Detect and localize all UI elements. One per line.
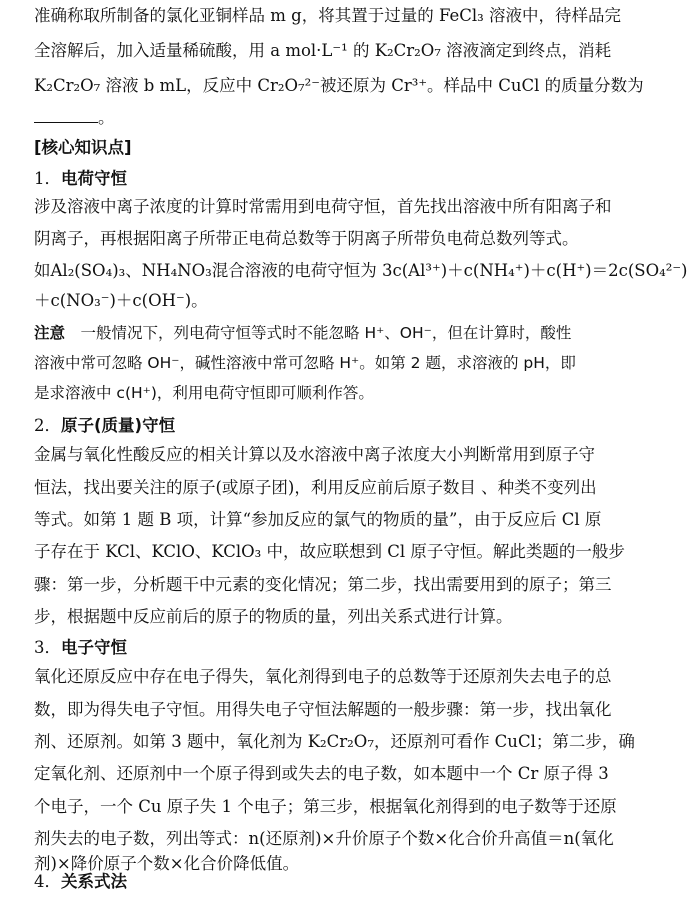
heading-2-number: 2． bbox=[34, 416, 61, 435]
note-line-2: 溶液中常可忽略 OH⁻，碱性溶液中常可忽略 H⁺。如第 2 题，求溶液的 pH，即 bbox=[34, 354, 576, 372]
heading-3-title: 电子守恒 bbox=[61, 638, 127, 657]
s3-line-6: 剂失去的电子数，列出等式：n(还原剂)×升价原子个数×化合价升高值＝n(氧化 bbox=[34, 829, 614, 848]
heading-2 bbox=[34, 412, 608, 440]
s3-line-1: 氧化还原反应中存在电子得失，氧化剂得到电子的总数等于还原剂失去电子的总 bbox=[34, 667, 612, 686]
s2-line-1: 金属与氧化性酸反应的相关计算以及水溶液中离子浓度大小判断常用到原子守 bbox=[34, 445, 595, 464]
s2-line-2: 恒法，找出要关注的原子(或原子团)，利用反应前后原子数目 、种类不变列出 bbox=[34, 478, 597, 497]
heading-4 bbox=[34, 868, 608, 896]
s1-line-2: 阴离子，再根据阳离子所带正电荷总数等于阴离子所带负电荷总数列等式。 bbox=[34, 229, 579, 248]
s2-line-3: 等式。如第 1 题 B 项，计算“参加反应的氯气的物质的量”，由于反应后 Cl 原 bbox=[34, 510, 602, 529]
s2-line-5: 骤：第一步，分析题干中元素的变化情况；第二步，找出需要用到的原子；第三 bbox=[34, 575, 612, 594]
section-title: [核心知识点] bbox=[34, 138, 132, 157]
note-line-1 bbox=[34, 319, 608, 347]
answer-blank bbox=[34, 104, 98, 123]
heading-3 bbox=[34, 634, 608, 662]
intro-line-1: 准确称取所制备的氯化亚铜样品 m g，将其置于过量的 FeCl₃ 溶液中，待样品完 bbox=[34, 6, 622, 25]
s3-line-7: 剂)×降价原子个数×化合价降低值。 bbox=[34, 854, 300, 873]
note-line-3: 是求溶液中 c(H⁺)，利用电荷守恒即可顺利作答。 bbox=[34, 384, 374, 402]
s3-line-2: 数，即为得失电子守恒。用得失电子守恒法解题的一般步骤：第一步，找出氧化 bbox=[34, 700, 612, 719]
heading-4-title: 关系式法 bbox=[61, 872, 127, 891]
s2-line-6: 步，根据题中反应前后的原子的物质的量，列出关系式进行计算。 bbox=[34, 607, 513, 626]
heading-1-number: 1． bbox=[34, 169, 61, 188]
heading-2-title: 原子(质量)守恒 bbox=[61, 416, 176, 435]
intro-line-3: K₂Cr₂O₇ 溶液 b mL，反应中 Cr₂O₇²⁻被还原为 Cr³⁺。样品中 CuCl 的质量分数为 bbox=[34, 76, 644, 95]
heading-1 bbox=[34, 165, 608, 193]
note-line-1-text: 一般情况下，列电荷守恒等式时不能忽略 H⁺、OH⁻，但在计算时，酸性 bbox=[65, 324, 572, 342]
heading-3-number: 3． bbox=[34, 638, 61, 657]
s1-line-3: 如Al₂(SO₄)₃、NH₄NO₃混合溶液的电荷守恒为 3c(Al³⁺)＋c(NH₄⁺)＋c(H⁺)＝2c(SO₄²⁻) bbox=[34, 261, 688, 280]
s2-line-4: 子存在于 KCl、KClO、KClO₃ 中，故应联想到 Cl 原子守恒。解此类题的一般步 bbox=[34, 542, 625, 561]
s1-line-4: ＋c(NO₃⁻)＋c(OH⁻)。 bbox=[34, 291, 208, 310]
intro-line-4-end: 。 bbox=[98, 108, 115, 127]
s3-line-5: 个电子，一个 Cu 原子失 1 个电子；第三步，根据氧化剂得到的电子数等于还原 bbox=[34, 797, 617, 816]
s3-line-4: 定氧化剂、还原剂中一个原子得到或失去的电子数，如本题中一个 Cr 原子得 3 bbox=[34, 764, 609, 783]
heading-4-number: 4． bbox=[34, 872, 61, 891]
intro-line-2: 全溶解后，加入适量稀硫酸，用 a mol·L⁻¹ 的 K₂Cr₂O₇ 溶液滴定到终点，消耗 bbox=[34, 41, 612, 60]
heading-1-title: 电荷守恒 bbox=[61, 169, 127, 188]
note-label: 注意 bbox=[34, 324, 66, 342]
s3-line-3: 剂、还原剂。如第 3 题中，氧化剂为 K₂Cr₂O₇，还原剂可看作 CuCl；第二步，确 bbox=[34, 732, 635, 751]
intro-line-4 bbox=[34, 104, 608, 132]
s1-line-1: 涉及溶液中离子浓度的计算时常需用到电荷守恒，首先找出溶液中所有阳离子和 bbox=[34, 197, 612, 216]
